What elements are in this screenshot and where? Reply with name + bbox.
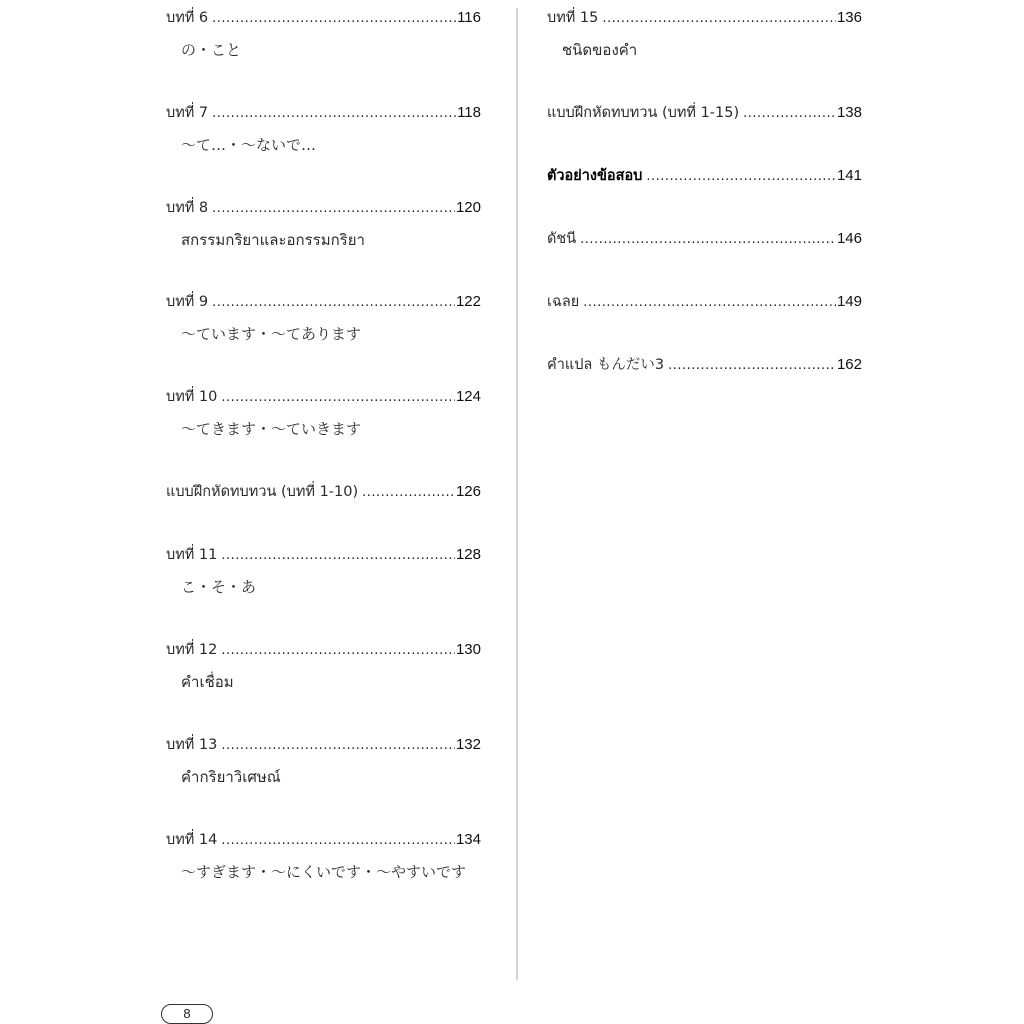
toc-entry-page: 126 (455, 483, 481, 500)
column-divider (516, 8, 518, 980)
toc-entry-subtitle: ชนิดของคำ (562, 41, 638, 59)
toc-entry[interactable] (166, 388, 481, 438)
toc-entry[interactable] (166, 736, 481, 786)
leader-dots (221, 642, 455, 660)
toc-entry-title: บทที่ 13 (166, 737, 218, 753)
toc-entry-page: 134 (455, 831, 481, 848)
toc-entry-title: บทที่ 12 (166, 642, 218, 658)
toc-entry-page: 122 (455, 293, 481, 310)
leader-dots (646, 168, 836, 186)
leader-dots (212, 105, 456, 123)
toc-entry[interactable] (166, 483, 481, 502)
toc-entry[interactable] (166, 293, 481, 343)
leader-dots (602, 10, 836, 28)
toc-entry-title: บทที่ 14 (166, 832, 218, 848)
toc-entry-subtitle: 〜すぎます・〜にくいです・〜やすいです (181, 863, 467, 881)
toc-entry-title: ตัวอย่างข้อสอบ (547, 168, 643, 184)
toc-entry-page: 128 (455, 546, 481, 563)
toc-entry[interactable] (166, 9, 481, 59)
leader-dots (221, 832, 455, 850)
toc-entry-title: ดัชนี (547, 231, 577, 247)
toc-entry-page: 138 (836, 104, 862, 121)
toc-entry[interactable] (547, 356, 862, 375)
toc-entry-page: 118 (457, 104, 481, 121)
toc-entry-page: 116 (457, 9, 481, 26)
toc-entry-page: 130 (455, 641, 481, 658)
toc-entry-title: คำแปล もんだい3 (547, 357, 665, 373)
toc-entry[interactable] (166, 831, 481, 881)
toc-entry-subtitle: 〜ています・〜てあります (181, 325, 362, 343)
leader-dots (583, 294, 836, 312)
leader-dots (221, 389, 455, 407)
leader-dots (212, 294, 455, 312)
toc-entry-page: 120 (455, 199, 481, 216)
leader-dots (362, 484, 455, 502)
toc-entry-title: บทที่ 9 (166, 294, 209, 310)
toc-entry-page: 132 (455, 736, 481, 753)
toc-entry-title: เฉลย (547, 294, 580, 310)
toc-entry[interactable] (166, 641, 481, 691)
leader-dots (221, 737, 455, 755)
leader-dots (212, 10, 456, 28)
toc-entry-subtitle: สกรรมกริยาและอกรรมกริยา (181, 231, 365, 249)
toc-entry-subtitle: 〜て…・〜ないで… (181, 136, 317, 154)
toc-entry-title: แบบฝึกหัดทบทวน (บทที่ 1-10) (166, 484, 359, 500)
leader-dots (668, 357, 836, 375)
toc-entry[interactable] (547, 167, 862, 186)
toc-entry-subtitle: คำเชื่อม (181, 673, 234, 691)
toc-entry[interactable] (547, 104, 862, 123)
toc-entry-title: แบบฝึกหัดทบทวน (บทที่ 1-15) (547, 105, 740, 121)
toc-entry-page: 162 (836, 356, 862, 373)
leader-dots (212, 200, 455, 218)
toc-entry[interactable] (166, 104, 481, 154)
toc-entry-page: 124 (455, 388, 481, 405)
toc-entry[interactable] (547, 230, 862, 249)
toc-entry[interactable] (166, 546, 481, 596)
toc-entry-subtitle: の・こと (181, 41, 242, 59)
toc-entry-title: บทที่ 8 (166, 200, 209, 216)
toc-entry-title: บทที่ 11 (166, 547, 218, 563)
toc-entry-subtitle: 〜てきます・〜ていきます (181, 420, 362, 438)
toc-entry[interactable] (547, 9, 862, 59)
page-number-badge: 8 (161, 1004, 213, 1024)
toc-entry[interactable] (166, 199, 481, 249)
toc-entry-title: บทที่ 6 (166, 10, 209, 26)
toc-entry-page: 141 (836, 167, 862, 184)
toc-entry-page: 149 (836, 293, 862, 310)
toc-entry-title: บทที่ 10 (166, 389, 218, 405)
leader-dots (580, 231, 836, 249)
toc-entry-subtitle: คำกริยาวิเศษณ์ (181, 768, 281, 786)
toc-entry-title: บทที่ 7 (166, 105, 209, 121)
leader-dots (743, 105, 836, 123)
toc-entry-page: 136 (836, 9, 862, 26)
leader-dots (221, 547, 455, 565)
toc-entry[interactable] (547, 293, 862, 312)
toc-entry-subtitle: こ・そ・あ (181, 578, 257, 596)
toc-entry-page: 146 (836, 230, 862, 247)
toc-entry-title: บทที่ 15 (547, 10, 599, 26)
